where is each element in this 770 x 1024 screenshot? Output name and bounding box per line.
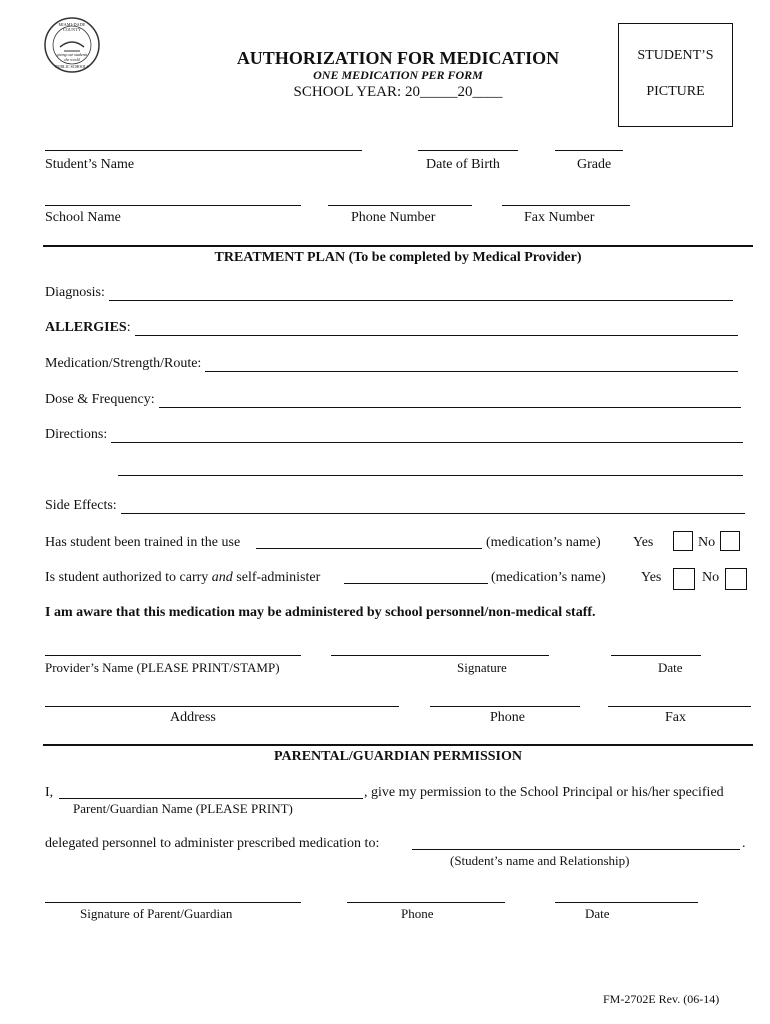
picture-label-line2: PICTURE xyxy=(646,84,705,99)
medication-field[interactable] xyxy=(205,358,738,372)
side-effects-label: Side Effects: xyxy=(45,498,117,513)
allergies-row xyxy=(45,320,738,336)
directions-field[interactable] xyxy=(111,429,743,443)
medication-row xyxy=(45,356,738,372)
provider-name-label: Provider’s Name (PLEASE PRINT/STAMP) xyxy=(45,660,280,675)
trained-no-checkbox[interactable] xyxy=(720,531,740,551)
form-title: AUTHORIZATION FOR MEDICATION xyxy=(236,48,560,68)
student-relationship-field[interactable] xyxy=(412,849,740,850)
carry-no-checkbox[interactable] xyxy=(725,568,747,590)
guardian-signature-field[interactable] xyxy=(45,902,301,903)
trained-yes-checkbox[interactable] xyxy=(673,531,693,551)
provider-fax-label: Fax xyxy=(665,710,686,725)
school-district-logo xyxy=(44,17,100,73)
carry-medication-field[interactable] xyxy=(344,583,488,584)
side-effects-row xyxy=(45,498,745,514)
school-phone-field[interactable] xyxy=(328,205,472,206)
provider-date-label: Date xyxy=(658,660,683,675)
dose-row xyxy=(45,392,741,408)
medication-label: Medication/Strength/Route: xyxy=(45,356,202,371)
guardian-name-label: Parent/Guardian Name (PLEASE PRINT) xyxy=(73,801,293,816)
awareness-statement: I am aware that this medication may be administered by school personnel/non-medical staff. xyxy=(45,605,596,620)
diagnosis-row xyxy=(45,285,733,301)
student-name-field[interactable] xyxy=(45,150,362,151)
provider-name-field[interactable] xyxy=(45,655,301,656)
provider-fax-field[interactable] xyxy=(608,706,751,707)
provider-phone-field[interactable] xyxy=(430,706,580,707)
provider-date-field[interactable] xyxy=(611,655,701,656)
logo-motto-line2: the world xyxy=(64,57,80,62)
dose-frequency-label: Dose & Frequency: xyxy=(45,392,155,407)
picture-label-line1: STUDENT’S xyxy=(637,48,714,63)
carry-question-label xyxy=(45,570,320,586)
carry-no-label: No xyxy=(702,570,720,585)
guardian-phone-field[interactable] xyxy=(347,902,505,903)
grade-label: Grade xyxy=(577,157,612,172)
logo-top-text: MIAMI-DADE COUNTY xyxy=(58,22,86,32)
trained-medication-name-label: (medication’s name) xyxy=(486,535,601,550)
provider-address-field[interactable] xyxy=(45,706,399,707)
trained-question-label: Has student been trained in the use xyxy=(45,535,241,550)
treatment-plan-heading: TREATMENT PLAN (To be completed by Medical Provider) xyxy=(214,250,582,265)
provider-signature-label: Signature xyxy=(457,660,507,675)
school-phone-label: Phone Number xyxy=(351,210,436,225)
delegated-statement: delegated personnel to administer prescribed medication to: xyxy=(45,836,380,851)
school-name-field[interactable] xyxy=(45,205,301,206)
carry-medication-name-label: (medication’s name) xyxy=(491,570,606,585)
student-relationship-label: (Student’s name and Relationship) xyxy=(450,853,630,868)
carry-question-part2: self-administer xyxy=(236,570,321,585)
provider-signature-field[interactable] xyxy=(331,655,549,656)
trained-no-label: No xyxy=(698,535,716,550)
permission-statement: , give my permission to the School Principal or his/her specified xyxy=(364,785,724,800)
directions-row xyxy=(45,427,743,443)
date-of-birth-field[interactable] xyxy=(418,150,518,151)
allergies-colon: : xyxy=(126,320,131,335)
guardian-date-field[interactable] xyxy=(555,902,698,903)
directions-field-line2[interactable] xyxy=(118,475,743,476)
guardian-phone-label: Phone xyxy=(401,906,434,921)
guardian-signature-label: Signature of Parent/Guardian xyxy=(80,906,233,921)
trained-yes-label: Yes xyxy=(633,535,654,550)
diagnosis-field[interactable] xyxy=(109,287,733,301)
school-year: SCHOOL YEAR: 20_____20____ xyxy=(293,84,503,100)
diagnosis-label: Diagnosis: xyxy=(45,285,105,300)
provider-address-label: Address xyxy=(170,710,216,725)
guardian-name-field[interactable] xyxy=(59,798,363,799)
provider-phone-label: Phone xyxy=(490,710,525,725)
grade-field[interactable] xyxy=(555,150,623,151)
logo-bottom-text: PUBLIC SCHOOLS xyxy=(55,64,89,69)
carry-yes-label: Yes xyxy=(641,570,662,585)
form-subtitle: ONE MEDICATION PER FORM xyxy=(313,68,483,82)
date-of-birth-label: Date of Birth xyxy=(426,157,500,172)
carry-yes-checkbox[interactable] xyxy=(673,568,695,590)
guardian-date-label: Date xyxy=(585,906,610,921)
dose-frequency-field[interactable] xyxy=(159,394,741,408)
side-effects-field[interactable] xyxy=(121,500,745,514)
parental-permission-heading: PARENTAL/GUARDIAN PERMISSION xyxy=(273,749,522,764)
trained-medication-field[interactable] xyxy=(256,548,482,549)
allergies-field[interactable] xyxy=(135,322,738,336)
school-name-label: School Name xyxy=(45,210,121,225)
carry-question-part1: Is student authorized to carry xyxy=(45,570,209,585)
section-divider-parental xyxy=(43,744,753,746)
permission-i-label: I, xyxy=(45,785,54,800)
student-name-label: Student’s Name xyxy=(45,157,135,172)
logo-motto-line1: giving our students xyxy=(56,52,88,57)
carry-question-and: and xyxy=(211,570,233,585)
delegated-period: . xyxy=(742,836,746,851)
form-number: FM-2702E Rev. (06-14) xyxy=(603,992,720,1006)
allergies-label: ALLERGIES xyxy=(45,320,127,335)
school-fax-label: Fax Number xyxy=(524,210,595,225)
directions-label: Directions: xyxy=(45,427,108,442)
student-picture-box[interactable] xyxy=(618,23,733,127)
school-fax-field[interactable] xyxy=(502,205,630,206)
section-divider xyxy=(43,245,753,247)
